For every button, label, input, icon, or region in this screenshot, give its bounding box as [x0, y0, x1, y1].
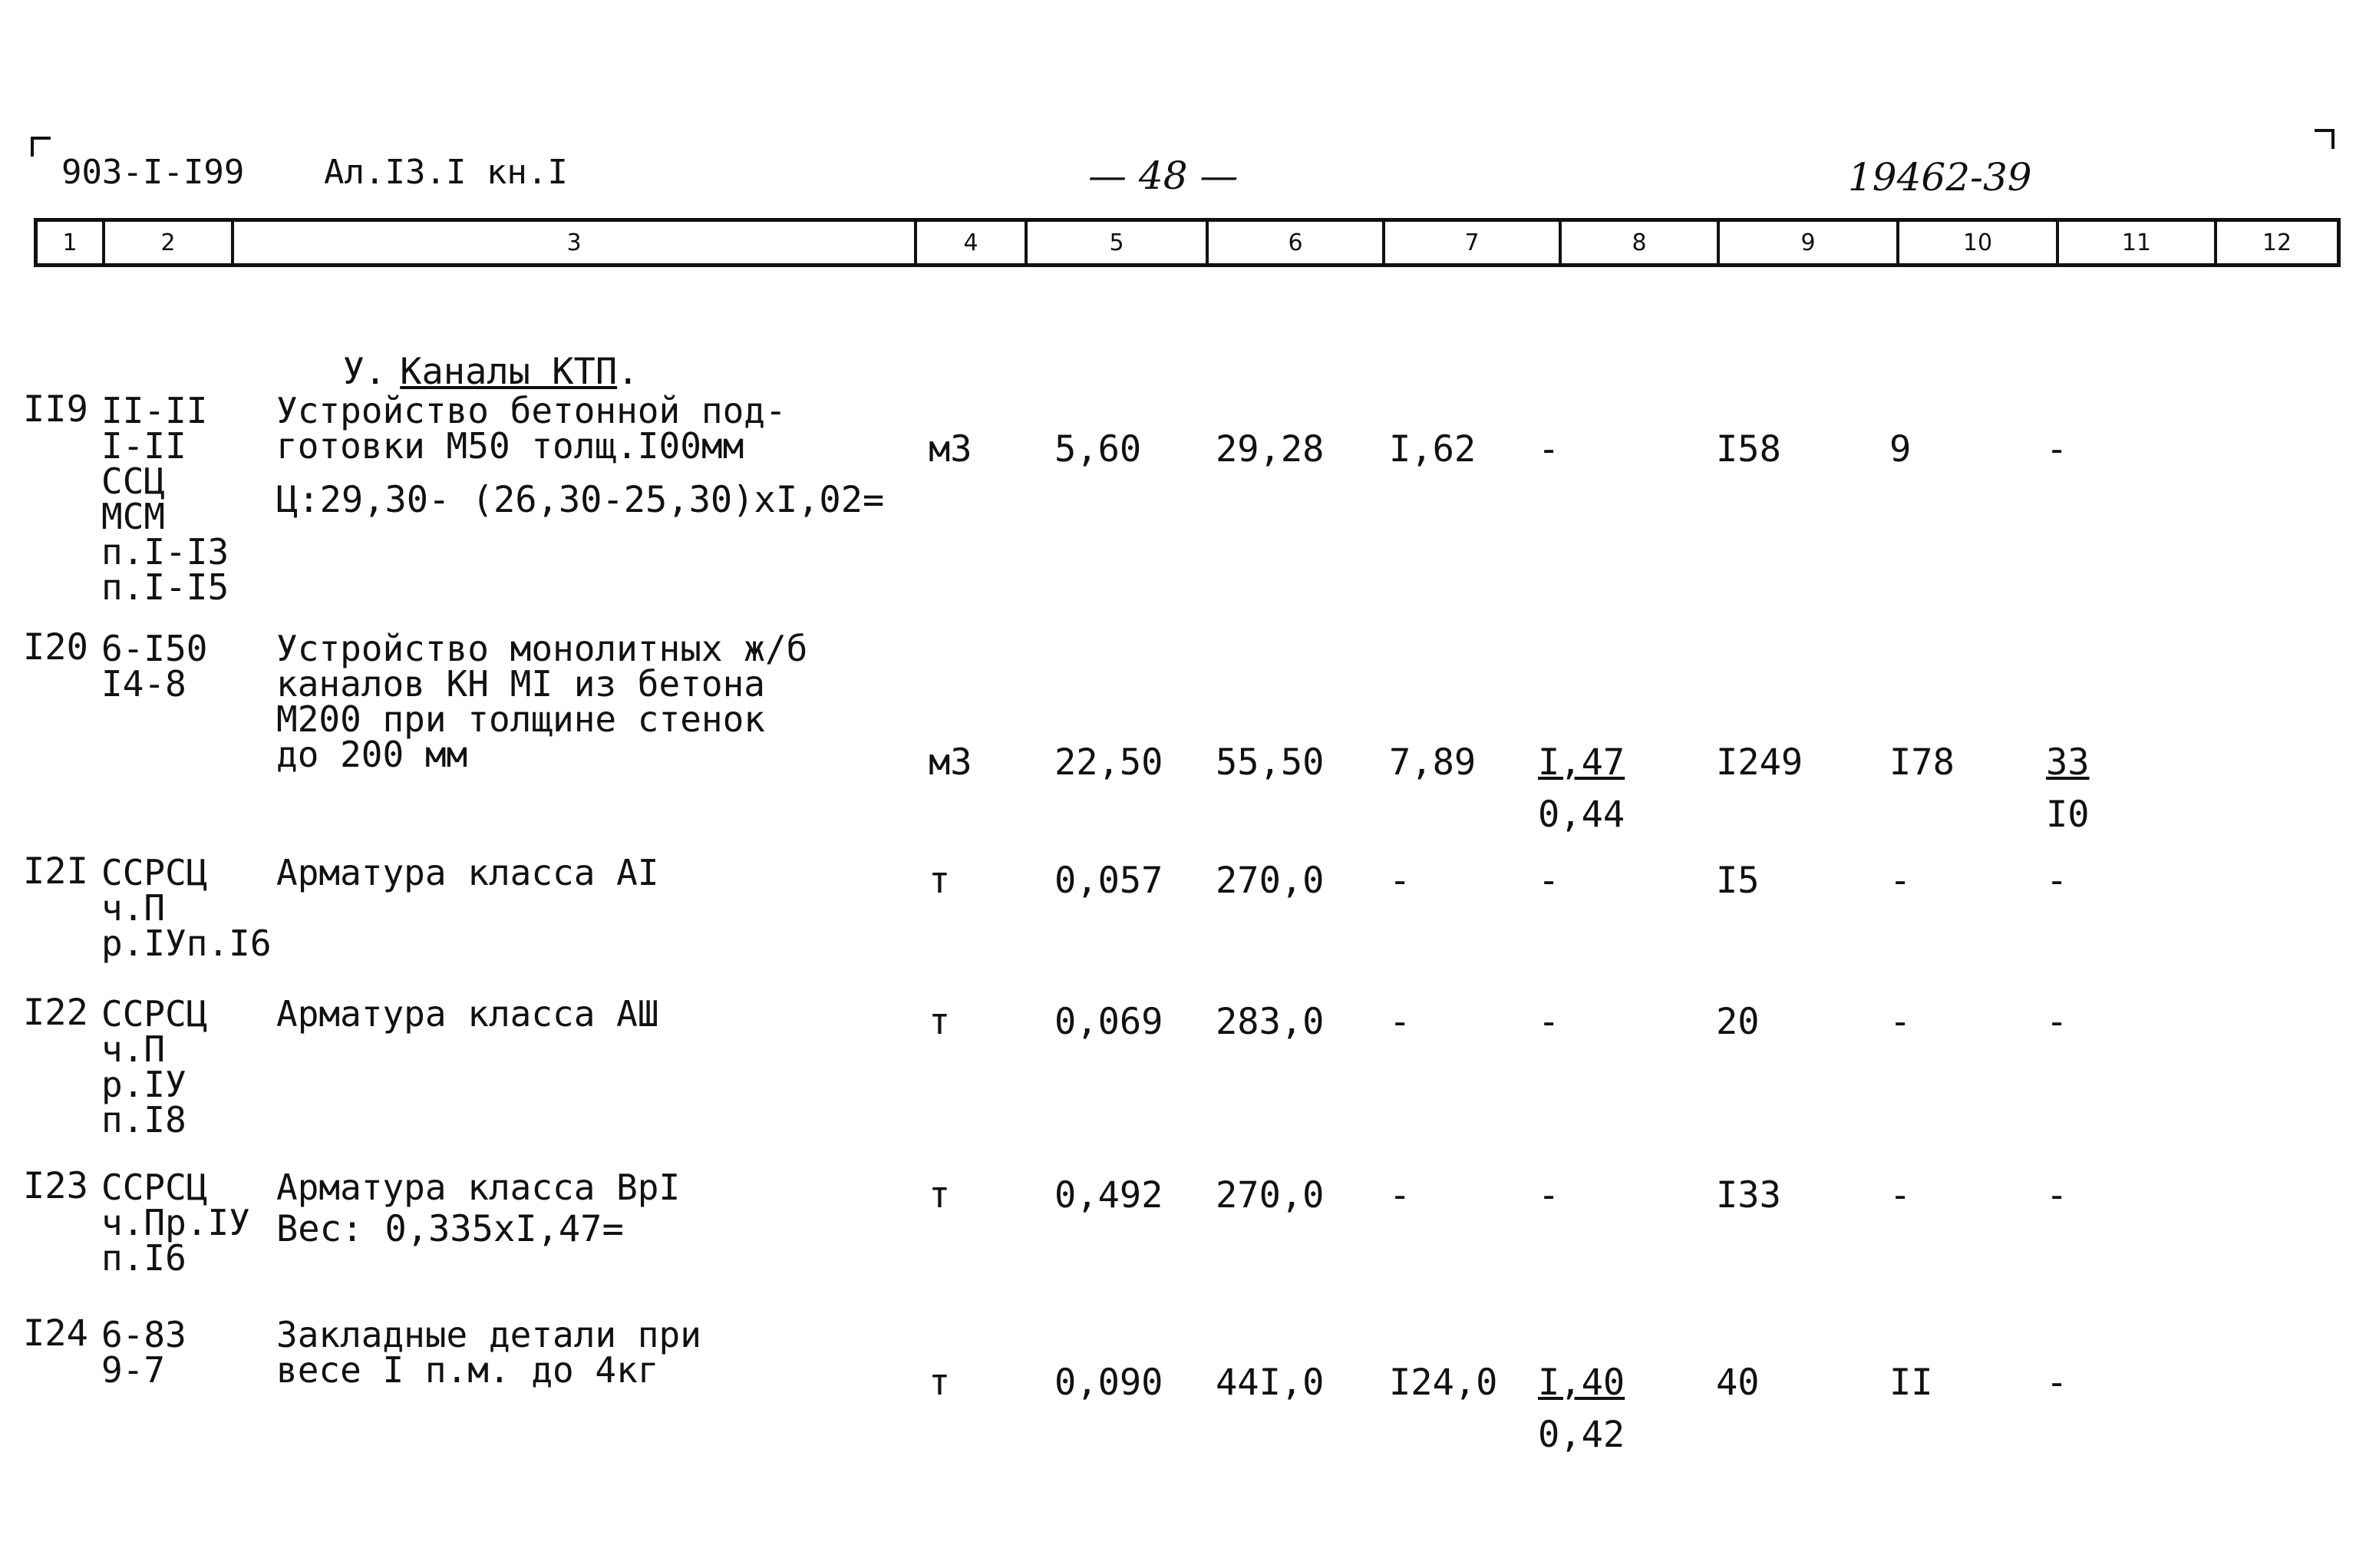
row-price-note: Ц:29,30- (26,30-25,30)хI,02=: [276, 479, 885, 521]
row-unit-price: 29,28: [1216, 428, 1325, 470]
row-col11: -: [2046, 1362, 2068, 1404]
column-number-12: 12: [2262, 229, 2292, 256]
row-quantity: 0,492: [1054, 1174, 1163, 1216]
row-number: I20: [23, 626, 88, 668]
row-price-note: Вес: 0,335хI,47=: [276, 1208, 624, 1250]
row-unit: т: [929, 1001, 951, 1043]
row-col10: -: [1889, 860, 1912, 902]
column-number-6: 6: [1209, 222, 1385, 263]
row-number: I23: [23, 1165, 88, 1207]
row-col9: I58: [1716, 428, 1781, 470]
row-description: Арматура класса ВрI: [276, 1167, 681, 1208]
row-unit: т: [929, 860, 951, 902]
column-number-11: 11: [2059, 222, 2217, 263]
column-number-3: 3: [234, 222, 917, 263]
row-code: 6-I50 I4-8: [101, 628, 208, 705]
section-title: [299, 318, 639, 393]
row-number: I24: [23, 1312, 88, 1355]
row-col10: -: [1889, 1001, 1912, 1043]
row-quantity: 0,069: [1054, 1001, 1163, 1043]
row-code: 6-83 9-7: [101, 1314, 186, 1391]
row-col8: I,40: [1538, 1362, 1625, 1404]
row-col7: -: [1389, 1001, 1411, 1043]
row-number: I2I: [23, 850, 88, 893]
row-col7: I,62: [1389, 428, 1477, 470]
row-description: Устройство монолитных ж/б каналов КН МI из бетона М200 при толщине стенок до 200 мм: [276, 628, 808, 775]
row-number: II9: [23, 388, 88, 431]
row-col11: -: [2046, 1001, 2068, 1043]
row-description: Арматура класса АШ: [276, 993, 659, 1035]
row-unit-price: 270,0: [1216, 860, 1325, 902]
row-quantity: 22,50: [1054, 741, 1163, 784]
row-col8: -: [1538, 1174, 1560, 1216]
row-col11-sub: I0: [2046, 794, 2090, 836]
row-col9: 20: [1716, 1001, 1760, 1043]
document-code: 903-I-I99: [61, 153, 245, 192]
row-unit-price: 270,0: [1216, 1174, 1325, 1216]
section-suffix: .: [617, 351, 639, 393]
row-col8: I,47: [1538, 741, 1625, 784]
row-col8-sub: 0,42: [1538, 1414, 1625, 1456]
row-col10: I78: [1889, 741, 1955, 784]
row-col10: -: [1889, 1174, 1912, 1216]
column-number-5: 5: [1028, 222, 1209, 263]
row-col11: -: [2046, 1174, 2068, 1216]
row-unit: т: [929, 1174, 951, 1216]
row-unit: м3: [929, 428, 972, 470]
row-code: ССРСЦ ч.Пр.IУ п.I6: [101, 1167, 250, 1279]
row-description: Закладные детали при весе I п.м. до 4кг: [276, 1314, 701, 1391]
row-description: Устройство бетонной под- готовки М50 толщ.I00мм: [276, 390, 787, 467]
row-col8: -: [1538, 1001, 1560, 1043]
section-name: Каналы КТП: [400, 351, 618, 393]
row-col9: I249: [1716, 741, 1803, 784]
row-code: II-II I-II ССЦ МСМ п.I-I3 п.I-I5: [101, 390, 229, 608]
row-unit-price: 44I,0: [1216, 1362, 1325, 1404]
row-code: ССРСЦ ч.П р.IУп.I6: [101, 852, 272, 964]
row-number: I22: [23, 992, 88, 1034]
row-col10: 9: [1889, 428, 1912, 470]
row-col7: -: [1389, 1174, 1411, 1216]
row-col8-sub: 0,44: [1538, 794, 1625, 836]
row-col11: -: [2046, 860, 2068, 902]
column-number-1: 1: [38, 222, 105, 263]
section-prefix: У.: [342, 351, 387, 393]
row-col7: 7,89: [1389, 741, 1477, 784]
column-number-10: 10: [1899, 222, 2059, 263]
corner-mark-top-right: [2315, 129, 2335, 149]
column-number-8: 8: [1562, 222, 1720, 263]
row-col9: 40: [1716, 1362, 1760, 1404]
row-col10: II: [1889, 1362, 1933, 1404]
row-col11: 33: [2046, 741, 2090, 784]
corner-mark-top-left: [31, 137, 51, 157]
row-col7: I24,0: [1389, 1362, 1498, 1404]
handwritten-reference: 19462-39: [1848, 155, 2032, 200]
album-reference: Ал.I3.I кн.I: [324, 153, 568, 192]
row-quantity: 5,60: [1054, 428, 1142, 470]
row-col8: -: [1538, 860, 1560, 902]
row-col8: -: [1538, 428, 1560, 470]
row-unit-price: 55,50: [1216, 741, 1325, 784]
row-col7: -: [1389, 860, 1411, 902]
row-quantity: 0,057: [1054, 860, 1163, 902]
row-unit: м3: [929, 741, 972, 784]
column-number-7: 7: [1385, 222, 1562, 263]
row-code: ССРСЦ ч.П р.IУ п.I8: [101, 993, 208, 1141]
column-header-row: [34, 218, 2341, 267]
row-quantity: 0,090: [1054, 1362, 1163, 1404]
column-number-9: 9: [1720, 222, 1899, 263]
row-col11: -: [2046, 428, 2068, 470]
column-number-2: 2: [105, 222, 234, 263]
row-col9: I33: [1716, 1174, 1781, 1216]
column-number-4: 4: [917, 222, 1028, 263]
row-unit-price: 283,0: [1216, 1001, 1325, 1043]
page-number: — 48 —: [1088, 153, 1239, 198]
row-unit: т: [929, 1362, 951, 1404]
row-col9: I5: [1716, 860, 1760, 902]
row-description: Арматура класса АI: [276, 852, 659, 893]
